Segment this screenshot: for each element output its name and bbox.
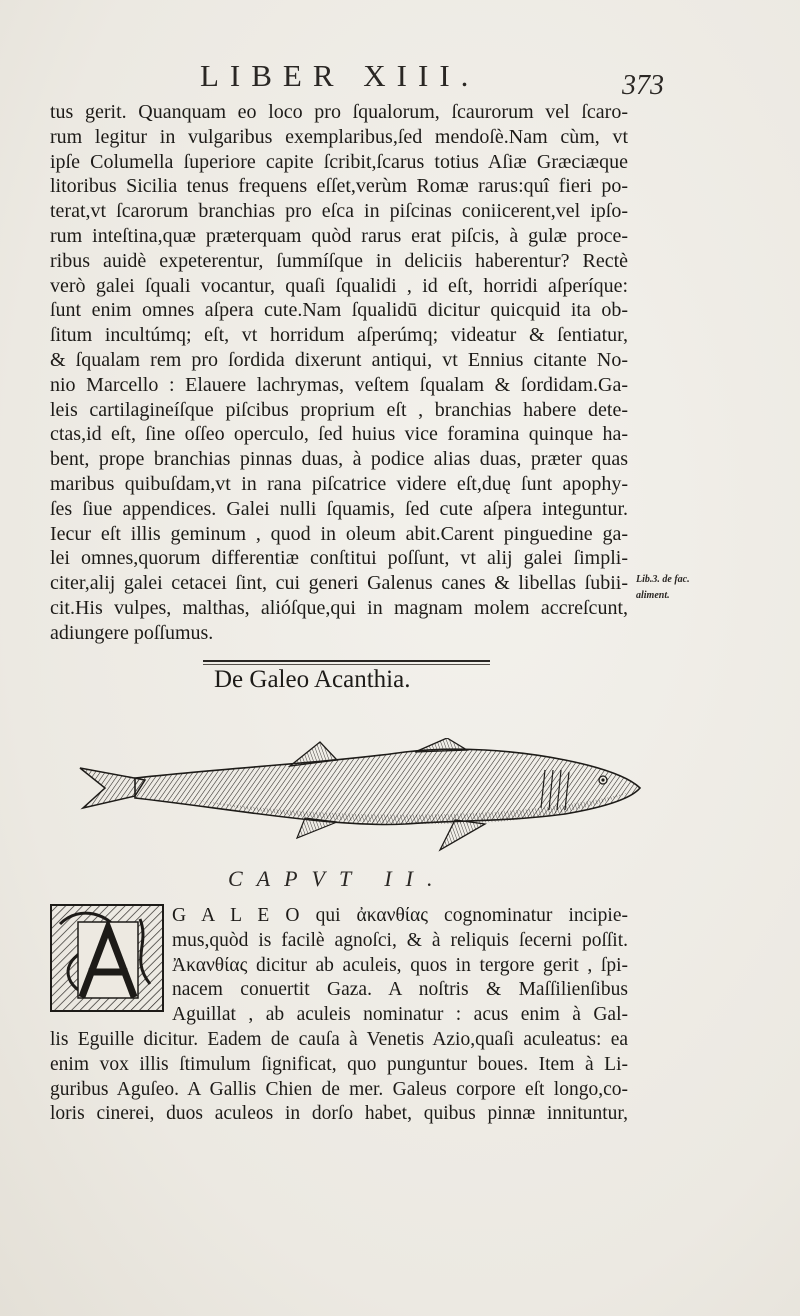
text-line: Iecur eſt illis geminum , quod in oleum abit.Carent pinguedine ga- <box>50 522 628 545</box>
text-line: rum inteſtina,quæ præterquam quòd rarus erat piſcis, à gulæ proce- <box>50 224 628 247</box>
text-line: ſunt enim omnes aſpera cute.Nam ſqualidū dicitur quicquid ita ob- <box>50 299 628 322</box>
text-line: tus gerit. Quanquam eo loco pro ſqualorum, ſcaurorum vel ſcaro- <box>50 101 628 123</box>
body-text <box>50 100 628 646</box>
chapter-heading: CAPVT II. <box>228 866 447 891</box>
page-number: 373 <box>622 70 664 101</box>
text-line: mus,quòd is facilè agnoſci, & à reliquis ſecerni poſſit. <box>172 929 628 951</box>
section-title: De Galeo Acanthia. <box>214 666 411 693</box>
text-line: lis Eguille dicitur. Eadem de cauſa à Venetis Azio,quaſi aculeatus: ea <box>50 1028 628 1050</box>
text-line: litoribus Siciliа tenus frequens eſſet,verùm Romæ rarus:quî fieri po- <box>50 175 628 198</box>
chapter-paragraph <box>50 904 628 1127</box>
running-head: LIBER XIII. <box>200 58 480 93</box>
text-line: adiungere poſſumus. <box>50 621 214 644</box>
text-line: cit.His vulpes, malthas, alióſque,qui in magnam molem accreſcunt, <box>50 596 628 619</box>
text-line: guribus Aguſeo. A Gallis Chien de mer. Galeus corpore eſt longo,co- <box>50 1078 628 1100</box>
text-line: & ſqualam rem pro ſordida dixerunt antiqui, vt Ennius citante No- <box>50 348 628 371</box>
margin-note <box>636 572 696 604</box>
text-line: Aguillat , ab aculeis nominatur : acus enim à Gal- <box>172 1004 628 1026</box>
text-line: ipſe Columella ſuperiore capite ſcribit,ſcarus totius Aſiæ Græciæque <box>50 150 628 173</box>
text-line: leis cartilagineíſque piſcibus proprium eſt , branchias habere dete- <box>50 398 628 421</box>
text-line: rum legitur in vulgaribus exemplaribus,ſed mendoſè.Nam cùm, vt <box>50 125 628 148</box>
text-line: ſes ſiue appendices. Galei nulli ſquamis, ſed cute aſpera integuntur. <box>50 497 628 520</box>
text-line: ſitum incultúmq; eſt, vt horridum aſperúmq; videatur & ſentiatur, <box>50 324 628 347</box>
text-line: ctas,id eſt, ſine oſſeo operculo, ſed huius vice foramina quinque ha- <box>50 423 628 446</box>
text-line: loris cinerei, duos aculeos in dorſo habet, quibus pinnæ innituntur, <box>50 1103 628 1125</box>
text-line: verò galei ſquali vocantur, quaſi ſqualidi , id eſt, horridi aſperíque: <box>50 274 628 297</box>
section-rule <box>203 660 490 662</box>
text-line: nio Marcello : Elauere lachrymas, veſtem ſqualam & ſordidam.Ga- <box>50 373 628 396</box>
text-line: terat,vt ſcarorum branchias pro eſca in piſcinas coniicerent,vel ipſo- <box>50 200 628 223</box>
text-line: citer,alij galei cetacei ſint, cui generi Galenus canes & libellas ſubii- <box>50 572 628 595</box>
text-line: ribus auidè expeterentur, ſummíſque in deliciis haberentur? Rectè <box>50 249 628 272</box>
text-line: enim vox illis ſtimulum ſignificat, quo punguntur boues. Item à Li- <box>50 1053 628 1075</box>
text-line: maribus quibuſdam,vt in rana piſcatrice videre eſt,duę ſunt apophy- <box>50 472 628 495</box>
dogfish-woodcut <box>75 738 645 858</box>
text-line: nacem conuertit Gaza. A noſtris & Maſſilienſibus <box>172 979 628 1001</box>
text-line: Ἀκανθίας dicitur ab aculeis, quos in tergore gerit , ſpi- <box>172 954 628 976</box>
margin-note-line: Lib.3. de fac. <box>636 574 690 585</box>
section-rule-thin <box>203 664 490 665</box>
text-line: lei omnes,quorum differentiæ conſtitui poſſunt, vt alij galei ſimpli- <box>50 547 628 570</box>
text-line: bent, prope branchias pinnas duas, à podice alias duas, præter quas <box>50 448 628 471</box>
text-line: G A L E O qui ἀκανθίας cognominatur incipie- <box>172 905 628 926</box>
margin-note-line: aliment. <box>636 590 670 601</box>
